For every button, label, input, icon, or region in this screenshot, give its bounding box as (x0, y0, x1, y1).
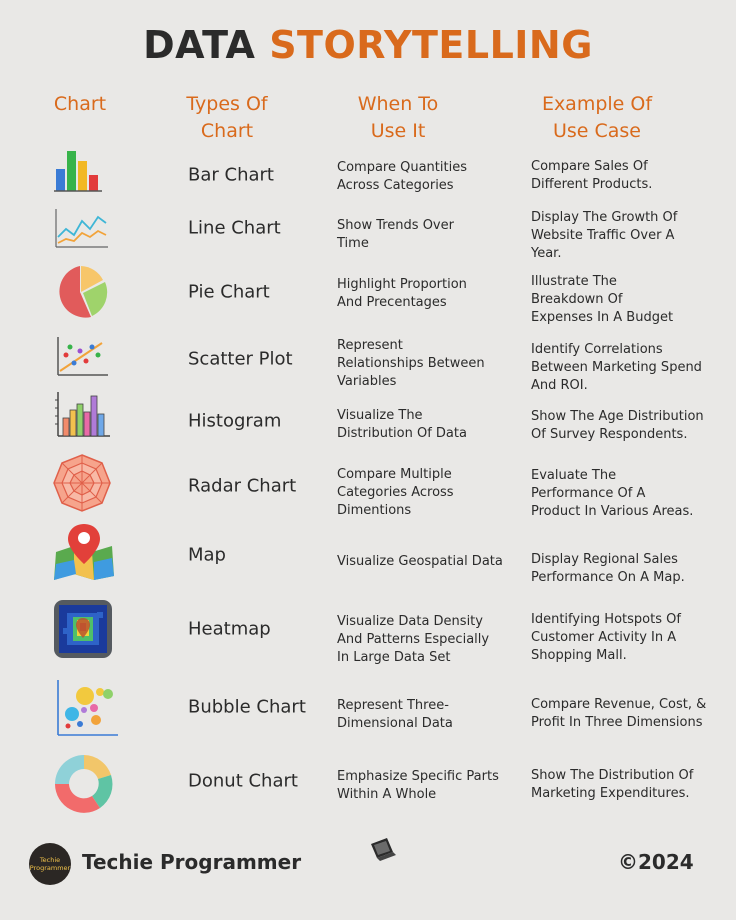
example-use-case-text: Identify Correlations Between Marketing Spend And ROI. (531, 342, 702, 393)
when-to-use-text: Represent Relationships Between Variables (337, 338, 485, 389)
example-use-case-text: Illustrate The Breakdown Of Expenses In A Budget (531, 274, 674, 325)
example-use-case-text: Compare Revenue, Cost, & Profit In Three Dimensions (531, 697, 707, 730)
laptop-icon (369, 836, 397, 866)
copyright-year: ©2024 (618, 850, 694, 874)
chart-type-label: Line Chart (188, 217, 281, 239)
bubble-chart-icon (52, 678, 112, 738)
heatmap-icon (52, 598, 112, 660)
brand-logo-text: Techie Programmer (29, 856, 71, 872)
donut-chart-icon (52, 753, 112, 815)
chart-type-label: Bubble Chart (188, 696, 306, 718)
brand-name: Techie Programmer (82, 850, 302, 874)
chart-type-label: Pie Chart (188, 281, 270, 303)
example-use-case-text: Show The Distribution Of Marketing Expenditures. (531, 768, 694, 801)
histogram-icon (52, 390, 112, 440)
chart-type-label: Donut Chart (188, 770, 298, 792)
chart-type-label: Scatter Plot (188, 348, 293, 370)
header-when-to-use: When To Use It (357, 93, 439, 142)
radar-chart-icon (52, 453, 112, 513)
example-use-case-text: Evaluate The Performance Of A Product In Various Areas. (531, 468, 694, 519)
title-part-2: STORYTELLING (269, 23, 593, 67)
map-icon (52, 522, 112, 580)
page-title (0, 22, 736, 68)
title-part-1: DATA (143, 23, 270, 67)
when-to-use-text: Visualize The Distribution Of Data (337, 408, 467, 441)
when-to-use-text: Emphasize Specific Parts Within A Whole (337, 769, 499, 802)
chart-type-label: Map (188, 544, 226, 566)
when-to-use-text: Show Trends Over Time (337, 218, 454, 251)
when-to-use-text: Visualize Geospatial Data (337, 554, 503, 569)
when-to-use-text: Compare Quantities Across Categories (337, 160, 467, 193)
example-use-case-text: Identifying Hotspots Of Customer Activity In A Shopping Mall. (531, 612, 681, 663)
chart-type-label: Histogram (188, 410, 282, 432)
example-use-case-text: Show The Age Distribution Of Survey Respondents. (531, 409, 704, 442)
chart-type-label: Radar Chart (188, 475, 297, 497)
when-to-use-text: Represent Three- Dimensional Data (337, 698, 453, 731)
example-use-case-text: Display Regional Sales Performance On A Map. (531, 552, 685, 585)
when-to-use-text: Visualize Data Density And Patterns Especially In Large Data Set (337, 614, 490, 665)
header-chart: Chart (53, 93, 107, 115)
scatter-plot-icon (52, 335, 112, 379)
chart-type-label: Heatmap (188, 618, 271, 640)
brand-logo (29, 843, 71, 885)
bar-chart-icon (52, 147, 112, 195)
when-to-use-text: Highlight Proportion And Precentages (337, 277, 467, 310)
example-use-case-text: Display The Growth Of Website Traffic Over A Year. (531, 210, 678, 261)
header-example-use-case: Example Of Use Case (541, 93, 653, 142)
when-to-use-text: Compare Multiple Categories Across Dimentions (337, 467, 454, 518)
pie-chart-icon (52, 264, 112, 320)
line-chart-icon (52, 207, 112, 251)
chart-type-label: Bar Chart (188, 164, 274, 186)
header-types-of-chart: Types Of Chart (186, 93, 268, 142)
example-use-case-text: Compare Sales Of Different Products. (531, 159, 653, 192)
